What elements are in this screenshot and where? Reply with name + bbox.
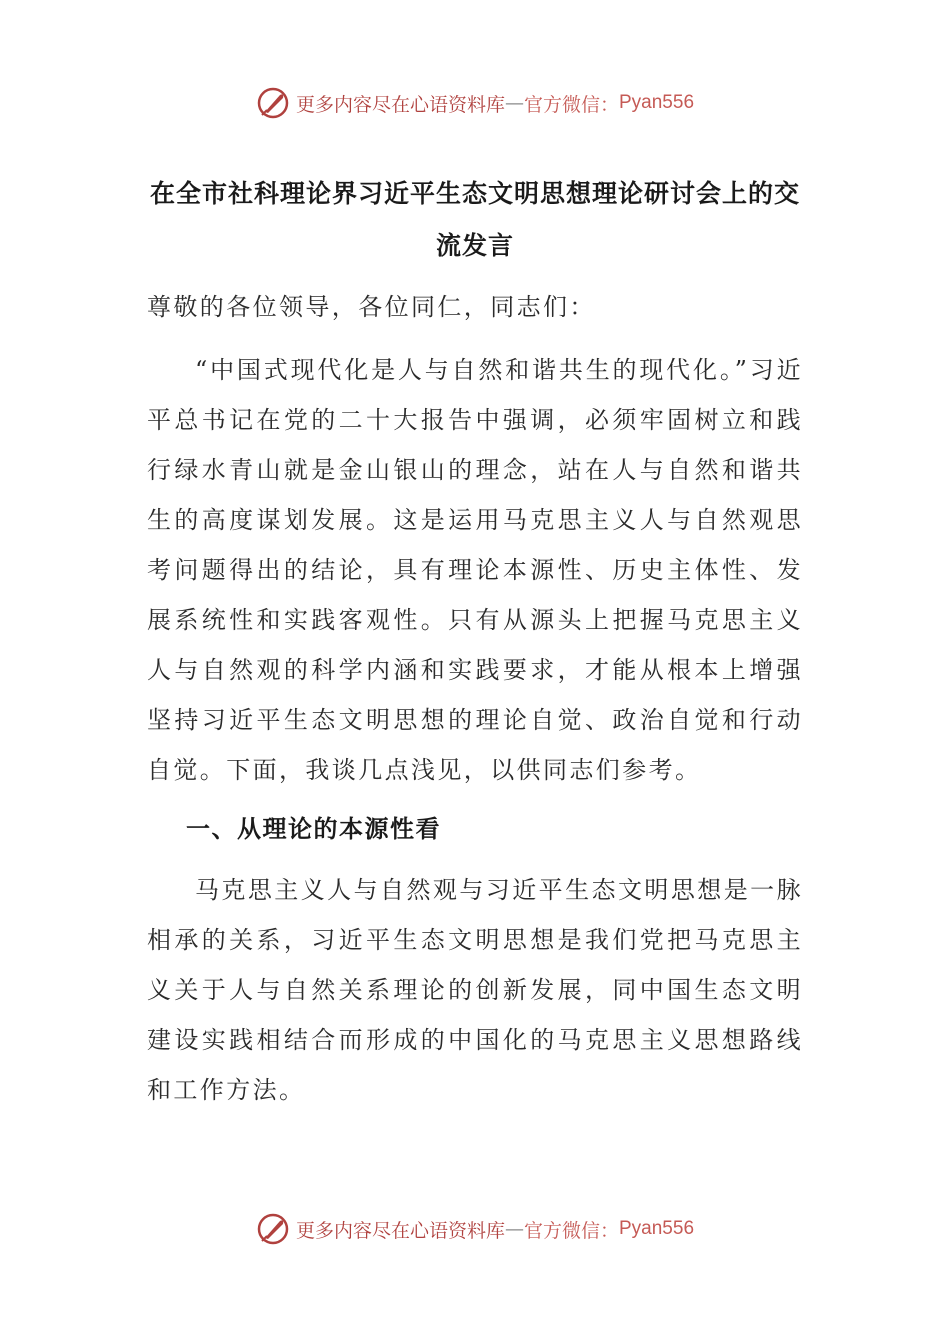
footer-watermark-banner — [0, 1212, 950, 1246]
quill-logo-icon — [256, 86, 290, 120]
quill-logo-icon — [256, 1212, 290, 1246]
banner-wechat-id: Pyan556 — [619, 1218, 695, 1239]
banner-wechat-label: 官方微信： — [523, 1219, 619, 1242]
header-watermark-banner — [0, 86, 950, 120]
body-paragraph-1: “中国式现代化是人与自然和谐共生的现代化。”习近平总书记在党的二十大报告中强调，必须牢固树立和践行绿水青山就是金山银山的理念，站在人与自然和谐共生的高度谋划发展。这是运用马克思主义人与自然观思考问题得出的结论，具有理论本源性、历史主体性、发展系统性和实践客观性。只有从源头上把握马克思主义人与自然观的科学内涵和实践要求，才能从根本上增强坚持习近平生态文明思想的理论自觉、政治自觉和行动自觉。下面，我谈几点浅见，以供同志们参考。 — [147, 356, 803, 784]
banner-site-text: 更多内容尽在心语资料库 — [295, 1219, 505, 1242]
greeting-line: 尊敬的各位领导，各位同仁，同志们： — [147, 293, 596, 321]
banner-wechat-id: Pyan556 — [619, 92, 695, 113]
banner-separator: — — [504, 92, 524, 114]
banner-site-text: 更多内容尽在心语资料库 — [295, 93, 505, 116]
banner-separator: — — [504, 1218, 524, 1240]
body-paragraph-2: 马克思主义人与自然观与习近平生态文明思想是一脉相承的关系，习近平生态文明思想是我们党把马克思主义关于人与自然关系理论的创新发展，同中国生态文明建设实践相结合而形成的中国化的马克思主义思想路线和工作方法。 — [147, 876, 803, 1104]
section-heading-1: 一、从理论的本源性看 — [186, 814, 441, 843]
document-title: 在全市社科理论界习近平生态文明思想理论研讨会上的交流发言 — [149, 179, 800, 260]
banner-wechat-label: 官方微信： — [523, 93, 619, 116]
